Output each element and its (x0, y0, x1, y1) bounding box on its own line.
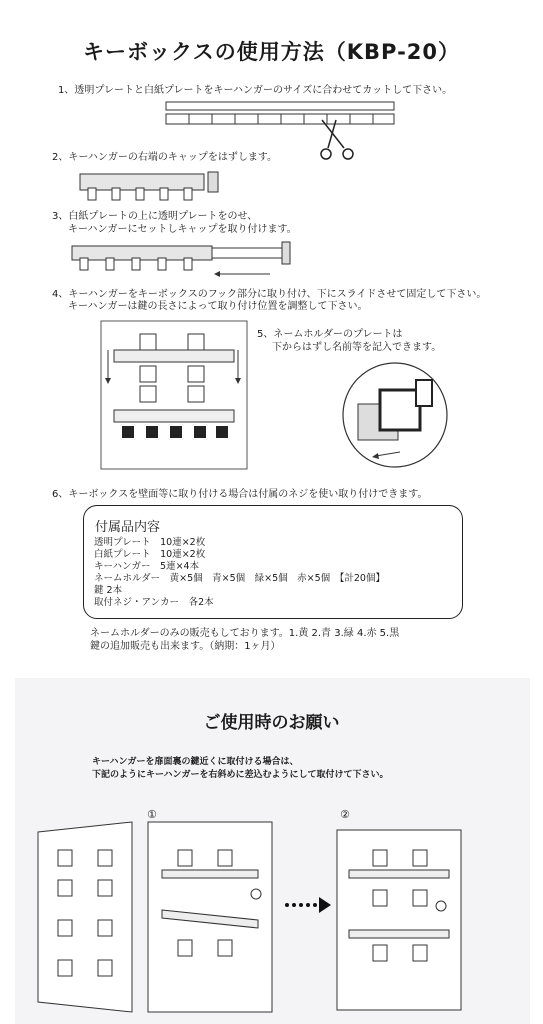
step-1-text: 1、透明プレートと白紙プレートをキーハンガーのサイズに合わせてカットして下さい。 (58, 85, 453, 96)
name-holder-illustration (340, 360, 450, 470)
arrow-right-icon (283, 895, 333, 915)
usage-request-title: ご使用時のお願い (203, 713, 340, 733)
accessory-item: 鍵 2本 (94, 585, 123, 596)
mounted-key-box-illustration (333, 820, 465, 1015)
accessory-item: 白紙プレート 10連×2枚 (94, 549, 206, 560)
step-3a-text: 3、白紙プレートの上に透明プレートをのせ、 (52, 211, 258, 222)
accessory-item: 透明プレート 10連×2枚 (94, 537, 206, 548)
key-hanger-illustration (78, 170, 228, 206)
key-box-installation-illustration (100, 320, 248, 470)
step-3b-text: キーハンガーにセットしキャップを取り付けます。 (68, 224, 297, 235)
usage-request-line-1: キーハンガーを扉面裏の鍵近くに取付ける場合は、 (92, 757, 299, 767)
usage-request-line-2: 下記のようにキーハンガーを右斜めに差込むようにして取付けて下さい。 (92, 770, 389, 780)
step-5b-text: 下からはずし名前等を記入できます。 (272, 342, 442, 353)
accessory-item: ネームホルダー 黄×5個 青×5個 緑×5個 赤×5個 【計20個】 (94, 573, 385, 584)
hanger-assembly-illustration (70, 238, 300, 282)
step-label-1: ① (147, 808, 157, 821)
accessories-title: 付属品内容 (95, 520, 161, 535)
step-4b-text: キーハンガーは鍵の長さによって取り付け位置を調整して下さい。 (68, 301, 368, 312)
page-title: キーボックスの使用方法（KBP-20） (82, 40, 461, 64)
note-extra-keys: 鍵の追加販売も出来ます。（納期：1ヶ月） (90, 641, 281, 652)
step-6-text: 6、キーボックスを壁面等に取り付ける場合は付属のネジを使い取り付けできます。 (52, 489, 428, 500)
accessory-item: 取付ネジ・アンカー 各2本 (94, 597, 214, 608)
note-name-holder-sale: ネームホルダーのみの販売もしております。1.黄 2.青 3.緑 4.赤 5.黒 (90, 628, 400, 639)
step-label-2: ② (340, 808, 350, 821)
step-4a-text: 4、キーハンガーをキーボックスのフック部分に取り付け、下にスライドさせて固定して下さい。 (52, 289, 487, 300)
accessory-item: キーハンガー 5連×4本 (94, 561, 200, 572)
step-5a-text: 5、ネームホルダーのプレートは (257, 329, 403, 340)
scissors-icon (321, 120, 353, 159)
step-2-text: 2、キーハンガーの右端のキャップをはずします。 (52, 152, 278, 163)
open-key-box-illustration (28, 820, 278, 1015)
